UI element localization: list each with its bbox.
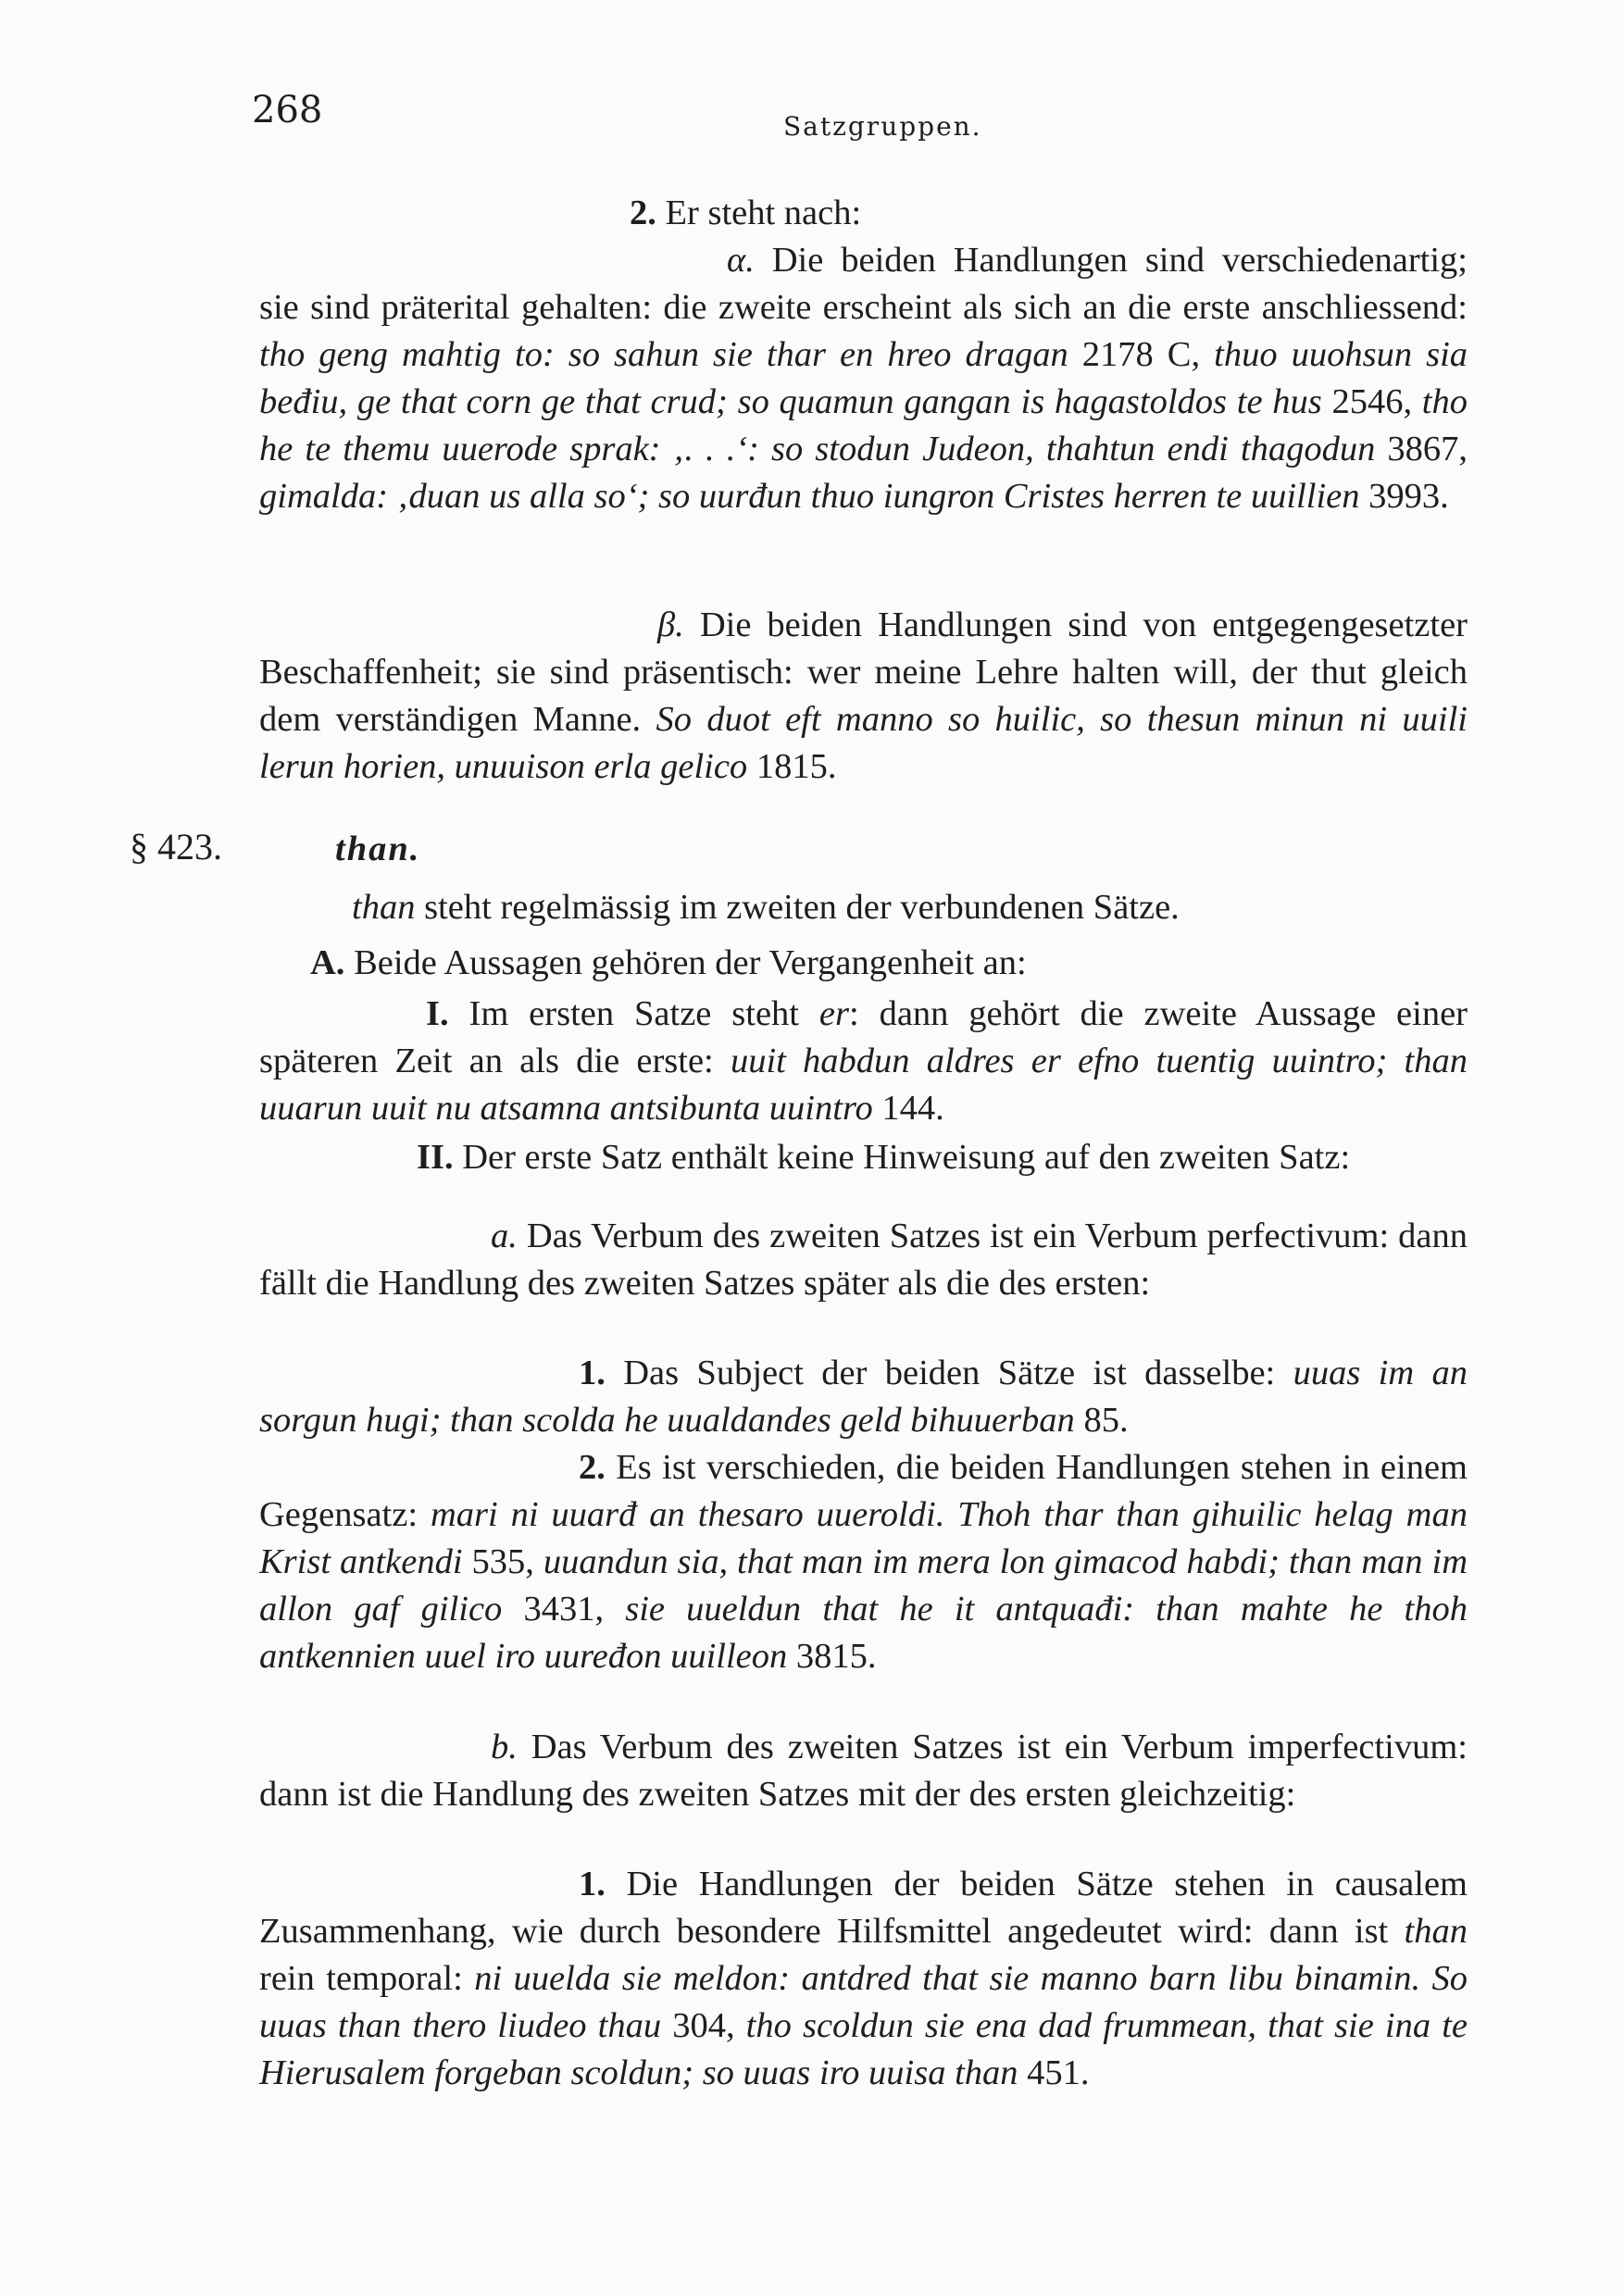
list-marker: 2. [579, 1448, 606, 1487]
paragraph-II: II. Der erste Satz enthält keine Hinweisung auf den zweiten Satz: [417, 1138, 1351, 1177]
paragraph-A: A. Beide Aussagen gehören der Vergangenheit an: [310, 943, 1027, 982]
section-number: § 423. [130, 826, 222, 867]
list-marker: 1. [579, 1354, 606, 1392]
list-marker: A. [310, 943, 345, 982]
paragraph-steht-nach: 2. Er steht nach: [630, 193, 862, 232]
paragraph-I: I. Im ersten Satze steht er: dann gehört die zweite Aussage einer späteren Zeit an als die erste: uuit habdun aldres er efno tuentig uuintro; than uuarun uuit nu atsamna antsibunta uuintro 144. [259, 994, 1468, 1128]
page-number: 268 [252, 89, 323, 131]
list-marker: b. [491, 1728, 518, 1766]
paragraph-a: a. Das Verbum des zweiten Satzes ist ein Verbum perfectivum: dann fällt die Handlung des zweiten Satzes später als die des ersten: [259, 1217, 1468, 1303]
paragraph-than-intro: than steht regelmässig im zweiten der verbundenen Sätze. [352, 888, 1180, 927]
list-marker: α. [727, 241, 755, 280]
list-marker: a. [491, 1217, 518, 1255]
paragraph-2-gegensatz: 2. Es ist verschieden, die beiden Handlungen stehen in einem Gegensatz: mari ni uuarđ an thesaro uueroldi. Thoh thar than gihuilic helag man Krist antkendi 535, uuandun sia, that man im mera lon gimacod habdi; than man im allon gaf gilico 3431, sie uueldun that he it antquađi: than mahte he thoh antkennien uuel iro uuređon uuilleon 3815. [259, 1448, 1468, 1676]
list-marker: 2. [630, 193, 656, 232]
list-marker: I. [426, 994, 449, 1033]
section-title: than. [335, 830, 421, 868]
list-marker: 1. [579, 1865, 606, 1903]
paragraph-beta: β. Die beiden Handlungen sind von entgegengesetzter Beschaffenheit; sie sind präsentisch: wer meine Lehre halten will, der thut gleich dem verständigen Manne. So duot eft manno so huilic, so thesun minun ni uuili lerun horien, unuuison erla gelico 1815. [259, 605, 1468, 786]
paragraph-alpha: α. Die beiden Handlungen sind verschiedenartig; sie sind präterital gehalten: die zweite erscheint als sich an die erste anschliessend: tho geng mahtig to: so sahun sie thar en hreo dragan 2178 C, thuo uuohsun sia beđiu, ge that corn ge that crud; so quamun gangan is hagastoldos te hus 2546, tho he te themu uuerode sprak: ‚. . .‘: so stodun Judeon, thahtun endi thagodun 3867, gimalda: ‚duan us alla so‘; so uurđun thuo iungron Cristes herren te uuillien 3993. [259, 241, 1468, 516]
list-marker: β. [657, 605, 684, 644]
paragraph-b: b. Das Verbum des zweiten Satzes ist ein Verbum imperfectivum: dann ist die Handlung des zweiten Satzes mit der des ersten gleichzeitig: [259, 1728, 1468, 1814]
list-marker: II. [417, 1138, 454, 1177]
paragraph-1-causal: 1. Die Handlungen der beiden Sätze stehen in causalem Zusammenhang, wie durch besondere Hilfsmittel angedeutet wird: dann ist than rein temporal: ni uuelda sie meldon: antdred that sie manno barn libu binamin. So uuas than thero liudeo thau 304, tho scoldun sie ena dad frummean, that sie ina te Hierusalem forgeban scoldun; so uuas iro uuisa than 451. [259, 1865, 1468, 2092]
paragraph-1-subject: 1. Das Subject der beiden Sätze ist dasselbe: uuas im an sorgun hugi; than scolda he uualdandes geld bihuuerban 85. [259, 1354, 1468, 1440]
running-title: Satzgruppen. [783, 111, 982, 142]
